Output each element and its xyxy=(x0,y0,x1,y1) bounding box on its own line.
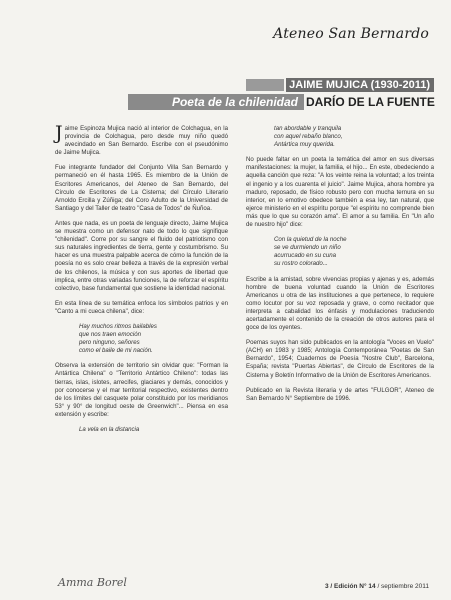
section-bar: JAIME MUJICA (1930-2011) xyxy=(286,78,434,92)
verse-line: acurrucado en su cuna xyxy=(274,252,336,260)
article-author: DARÍO DE LA FUENTE xyxy=(306,95,435,109)
verse-line: Antártica muy querida. xyxy=(274,141,335,149)
paragraph: No puede faltar en un poeta la temática del amor en sus diversas manifestaciones: la mujer, la familia, el hijo... En este, obedeciendo a aquella canción que reza: "A los veinte reina la voluntad; a los treinta el ingenio y a los cuarenta el juicio". Jaime Mujica, ahora hombre ya maduro, reposado, de físico robusto pero con mucha ternura en su interior, en lo emotivo obedece también a esa ley, tan natural, que ejerce ministerio en el espíritu porque "el espíritu no comprende bien más que lo que su corazón ama". El amor a su familia. En "Un año de nuestro hijo" dice: xyxy=(246,156,434,229)
paragraph: Antes que nada, es un poeta de lenguaje directo, Jaime Mujica se muestra como un defensor nato de todo lo que signifique "chilenidad". Corre por su sangre el fluido del patriotismo con sus naturales ingredientes de tierra, gente y costumbrismo. Su hacer es una muestra palpable acerca de cómo la función de la poesía no es solo crear belleza a través de la expresión verbal de los chilenos, la música y con sus aportes de libertad que implica, entre otras variadas funciones, la de reforzar el espíritu colectivo, base fundamental que sostiene la identidad nacional. xyxy=(55,219,228,292)
verse-line: pero ninguno, señores xyxy=(79,339,140,347)
verse-quote xyxy=(79,323,228,355)
verse-line: tan abordable y tranquila xyxy=(274,125,342,132)
right-column xyxy=(246,125,434,410)
verse-line: con aquel rebaño blanco, xyxy=(274,133,343,141)
handwritten-signature: Amma Borel xyxy=(58,576,127,589)
verse-quote xyxy=(274,236,434,268)
verse-line: Hay muchos ritmos bailables xyxy=(79,322,157,330)
edition-number: 3 / Edición N° 14 xyxy=(324,583,376,590)
edition-date: / septiembre 2011 xyxy=(377,583,429,590)
paragraph: Poemas suyos han sido publicados en la antología "Voces en Vuelo" (ACH) en 1983 y 1985; Antología Contemporánea "Poetas de San Bernardo", 1954; Cuadernos de Poesía "Nostre Club", Barcelona, España; revista "Puertas Abiertas", de Círculo de Escritores de la Cisterna y Boletín Informativo de la Unión de Escritores Americanos. xyxy=(246,339,434,379)
page-footer xyxy=(325,583,429,590)
masthead: Ateneo San Bernardo xyxy=(273,26,429,42)
verse-line: que nos traen emoción xyxy=(79,331,141,339)
verse-line: La vela en la distancia xyxy=(79,426,140,433)
verse-quote xyxy=(79,426,228,434)
paragraph: Publicado en la Revista literaria y de artes "FULGOR", Ateneo de San Bernardo N° Septiembre de 1996. xyxy=(246,386,434,402)
paragraph: Fue integrante fundador del Conjunto Villa San Bernardo y permaneció en él hasta 1965. Es miembro de la Unión de Escritores Americanos, del Ateneo de San Bernardo, del Círculo de Escritores de La Cisterna; del Círculo Literario Arnoldo Ercilla y Zúñiga; del Coro Adulto de la Universidad de Santiago y del Taller de teatro "Casa de Todos" de Ñuñoa. xyxy=(55,164,228,212)
paragraph: Escribe a la amistad, sobre vivencias propias y ajenas y es, además hombre de buena voluntad cuando la Unión de Escritores Americanos u otra de las instituciones a que pertenece, lo requiere como locutor por su voz reposada y grave, o como recitador que interpreta a cabalidad los énfasis y modulaciones traduciendo acertadamente el contenido de la creación de otros autores para el goce de los oyentes. xyxy=(246,275,434,332)
section-bar-accent xyxy=(246,79,284,91)
paragraph: En esta línea de su temática enfoca los símbolos patrios y en "Canto a mi cueca chilena", dice: xyxy=(55,299,228,315)
paragraph: Observa la extensión de territorio sin olvidar que: "Forman la Antártica Chilena" o "Territorio Antártico Chileno": todas las tierras, islas, islotes, arrecifes, glaciares y demás, conocidos y por conocerse y el mar territorial respectivo, existentes dentro de los límites del casquete polar constituido por los meridianos 53° y 90° de longitud oeste de Greenwich"... Piensa en esa extensión y escribe: xyxy=(55,362,228,418)
article-title: Poeta de la chilenidad xyxy=(128,94,304,110)
paragraph-intro xyxy=(55,122,228,157)
verse-line: Con la quietud de la noche xyxy=(274,236,347,244)
verse-line: se ve durmiendo un niño xyxy=(274,244,341,252)
verse-quote xyxy=(274,125,434,149)
dropcap: J xyxy=(55,122,63,144)
left-column xyxy=(55,122,228,441)
verse-line: su rostro colorado... xyxy=(274,260,328,268)
verse-line: como el baile de mi nación. xyxy=(79,347,153,355)
paragraph-text: aime Espinoza Mujica nació al interior de Colchagua, en la provincia de Colchagua, pero desde muy niño quedó avecindado en San Bernardo. Escribe con el pseudónimo de Jaime Mujica. xyxy=(55,125,228,157)
